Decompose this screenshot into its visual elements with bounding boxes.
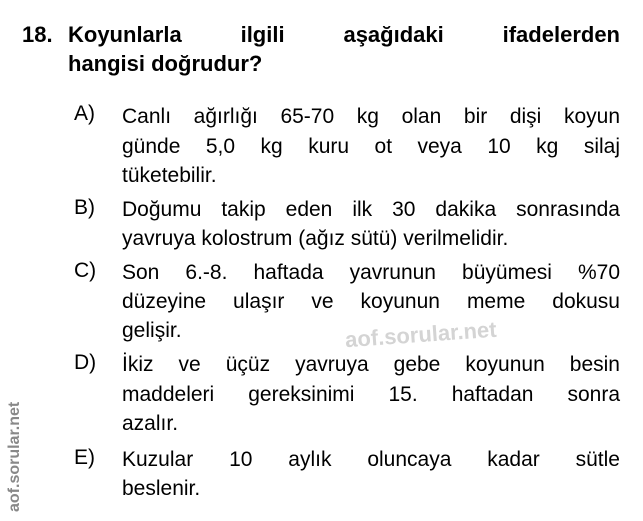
- option-letter: A): [74, 102, 95, 125]
- option-text-line: düzeyine ulaşır ve koyunun meme dokusu: [122, 290, 620, 313]
- option-text-line: İkiz ve üçüz yavruya gebe koyunun besin: [122, 353, 620, 376]
- option-letter: E): [74, 446, 95, 469]
- option-letter: C): [74, 259, 97, 282]
- option-text-line: beslenir.: [122, 477, 201, 500]
- option-text-line: Doğumu takip eden ilk 30 dakika sonrasında: [122, 198, 620, 221]
- option-text-line: tüketebilir.: [122, 164, 217, 187]
- question-text-line: Koyunlarla ilgili aşağıdaki ifadelerden: [68, 22, 620, 47]
- option-text-line: azalır.: [122, 412, 179, 435]
- option-text-line: yavruya kolostrum (ağız sütü) verilmelidir.: [122, 227, 509, 250]
- option-text-line: gelişir.: [122, 319, 182, 342]
- option-text-line: Kuzular 10 aylık oluncaya kadar sütle: [122, 448, 620, 471]
- question-number: 18.: [22, 22, 53, 47]
- option-letter: B): [74, 196, 95, 219]
- question-text-line: hangisi doğrudur?: [68, 51, 263, 76]
- option-letter: D): [74, 351, 97, 374]
- watermark: aof.sorular.net: [344, 316, 498, 353]
- side-watermark: aof.sorular.net: [6, 401, 23, 512]
- option-text-line: maddeleri gereksinimi 15. haftadan sonra: [122, 383, 620, 406]
- option-text-line: Canlı ağırlığı 65-70 kg olan bir dişi koyun: [122, 105, 620, 128]
- option-text-line: günde 5,0 kg kuru ot veya 10 kg silaj: [122, 135, 620, 158]
- option-text-line: Son 6.-8. haftada yavrunun büyümesi %70: [122, 261, 620, 284]
